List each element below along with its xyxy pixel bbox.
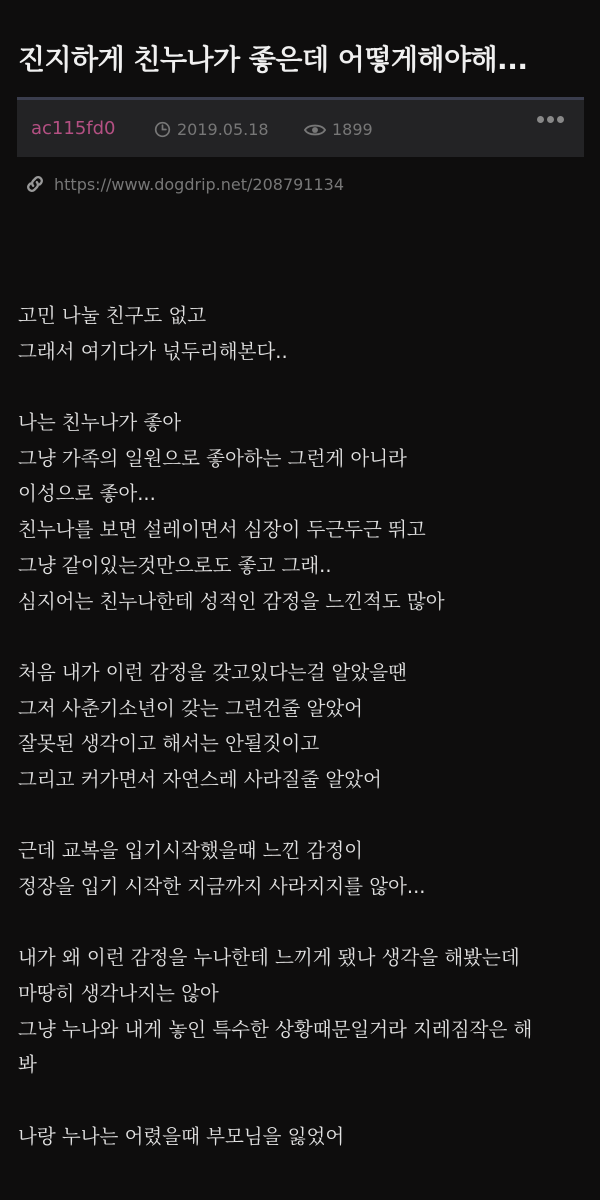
body-line: 그냥 누나와 내게 놓인 특수한 상황때문일거라 지레짐작은 해	[18, 1017, 533, 1041]
author-name[interactable]: ac115fd0	[31, 118, 116, 139]
body-line: 나랑 누나는 어렸을때 부모님을 잃었어	[18, 1124, 345, 1148]
post-date	[154, 120, 269, 139]
body-line: 근데 교복을 입기시작했을때 느낀 감정이	[18, 839, 364, 863]
post-date-text: 2019.05.18	[177, 120, 269, 139]
eye-icon	[304, 122, 326, 138]
more-dot	[537, 116, 544, 123]
body-line: 마땅히 생각나지는 않아	[18, 982, 219, 1006]
body-line: 봐	[18, 1053, 37, 1077]
body-line: 잘못된 생각이고 해서는 안될짓이고	[18, 732, 320, 756]
body-line: 나는 친누나가 좋아	[18, 411, 182, 435]
body-line: 정장을 입기 시작한 지금까지 사라지지를 않아...	[18, 875, 426, 898]
body-spacer	[18, 619, 588, 655]
post-url[interactable]: https://www.dogdrip.net/208791134	[54, 174, 345, 194]
clock-icon	[154, 121, 171, 138]
post-title: 진지하게 친누나가 좋은데 어떻게해야해...	[18, 43, 528, 76]
post-meta-bar	[17, 97, 584, 157]
link-icon	[24, 173, 46, 195]
body-line: 처음 내가 이런 감정을 갖고있다는걸 알았을땐	[18, 660, 407, 684]
body-line: 심지어는 친누나한테 성적인 감정을 느낀적도 많아	[18, 589, 445, 613]
body-line: 친누나를 보면 설레이면서 심장이 두근두근 뛰고	[18, 518, 426, 542]
post-link[interactable]	[24, 173, 344, 195]
body-line: 고민 나눌 친구도 없고	[18, 304, 207, 327]
post-views-text: 1899	[332, 120, 373, 139]
body-line: 그리고 커가면서 자연스레 사라질줄 알았어	[18, 767, 382, 791]
body-line: 그저 사춘기소년이 갖는 그런건줄 알았어	[18, 696, 364, 720]
body-spacer	[18, 369, 588, 405]
body-spacer	[18, 1083, 588, 1119]
body-spacer	[18, 798, 588, 834]
more-dot	[547, 116, 554, 123]
body-line: 그냥 같이있는것만으로도 좋고 그래..	[18, 553, 332, 577]
body-line: 이성으로 좋아...	[18, 482, 156, 506]
body-line: 그래서 여기다가 넋두리해본다..	[18, 339, 288, 363]
post-body	[18, 298, 588, 1155]
more-dots-icon[interactable]	[537, 116, 564, 123]
more-dot	[557, 116, 564, 123]
body-line: 그냥 가족의 일원으로 좋아하는 그런게 아니라	[18, 446, 407, 470]
body-spacer	[18, 905, 588, 941]
body-line: 내가 왜 이런 감정을 누나한테 느끼게 됐나 생각을 해봤는데	[18, 946, 520, 970]
post-views	[304, 120, 373, 139]
